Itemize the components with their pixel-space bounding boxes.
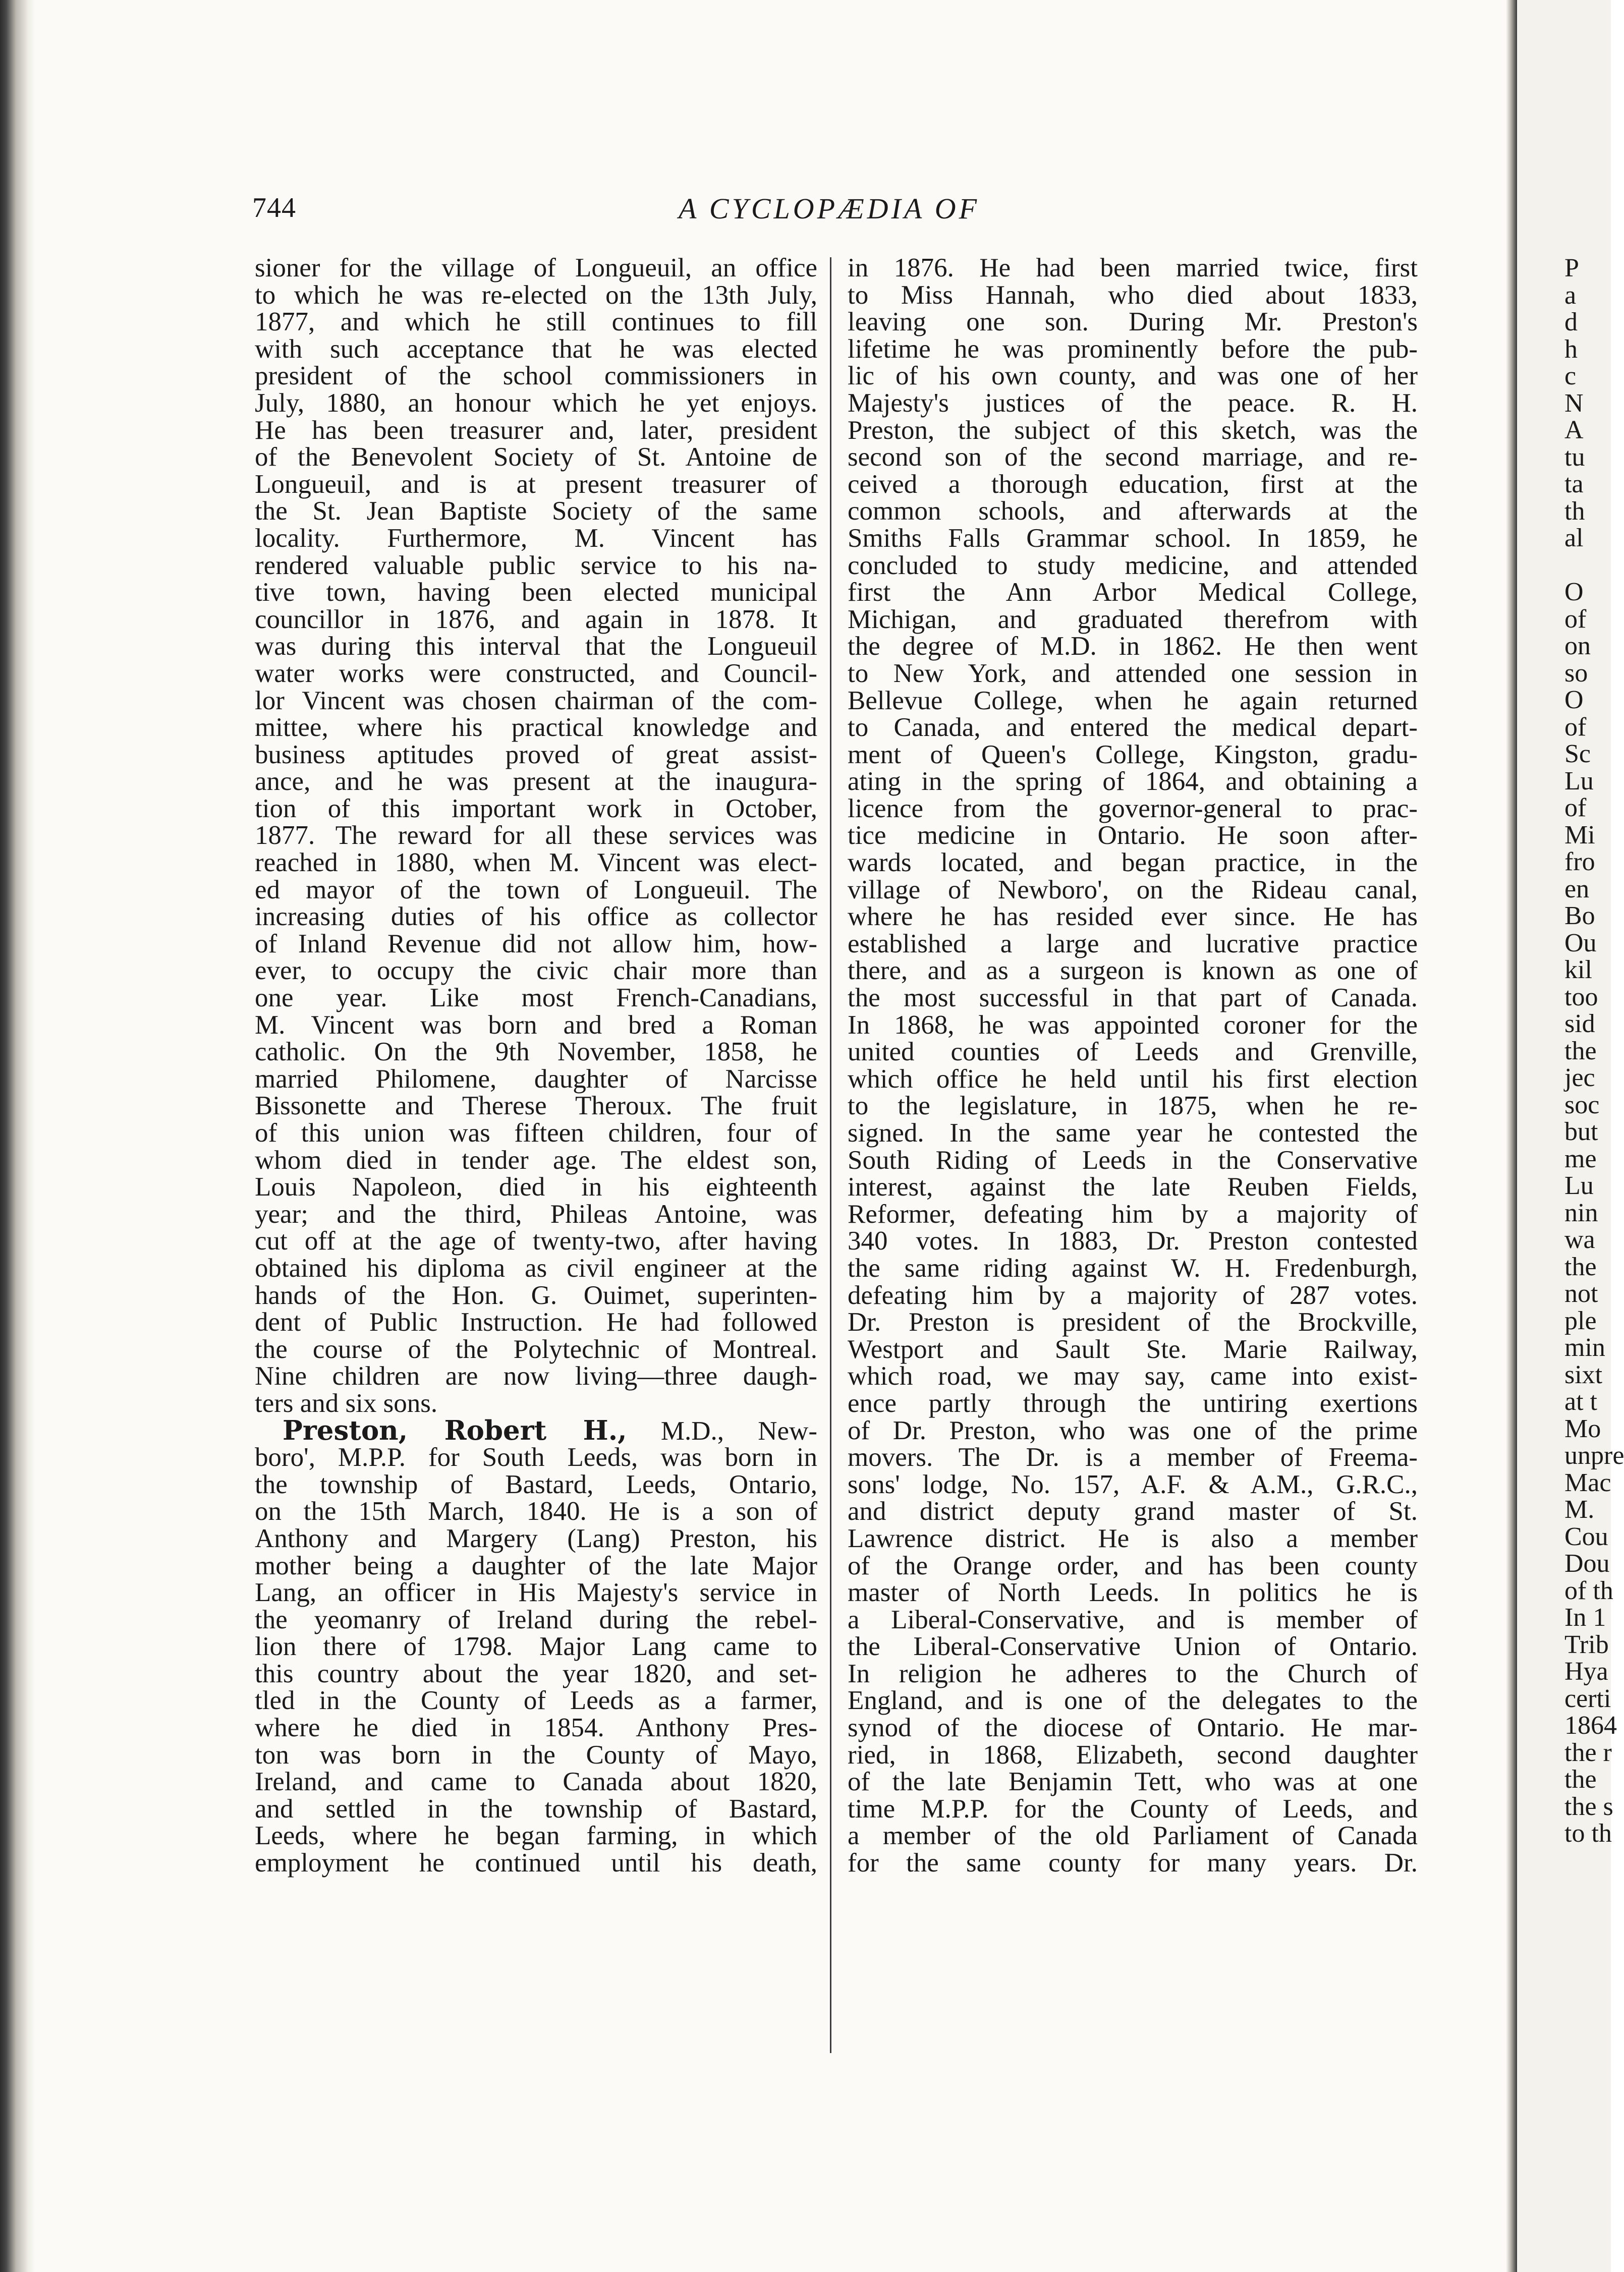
text-line: to the legislature, in 1875, when he re-: [848, 1091, 1418, 1121]
text-line: councillor in 1876, and again in 1878. It: [255, 604, 817, 634]
text-line: village of Newboro', on the Rideau canal,: [848, 875, 1418, 904]
text-line: hands of the Hon. G. Ouimet, superinten-: [255, 1280, 817, 1310]
text-line: where he died in 1854. Anthony Pres-: [255, 1713, 817, 1743]
facing-text-fragment: of: [1564, 604, 1587, 634]
text-line: the township of Bastard, Leeds, Ontario,: [255, 1469, 817, 1499]
text-line: obtained his diploma as civil engineer at the: [255, 1253, 817, 1283]
text-line: water works were constructed, and Council-: [255, 658, 817, 688]
facing-text-fragment: [1564, 552, 1611, 579]
text-line: sons' lodge, No. 157, A.F. & A.M., G.R.C.,: [848, 1469, 1418, 1499]
facing-text-fragment: tu: [1564, 442, 1585, 472]
text-line: 340 votes. In 1883, Dr. Preston contested: [848, 1226, 1418, 1256]
facing-text-fragment: jec: [1564, 1063, 1595, 1092]
text-line: 1877, and which he still continues to fill: [255, 307, 817, 337]
facing-text-fragment: Trib: [1564, 1630, 1609, 1659]
facing-text-fragment: P: [1564, 254, 1579, 282]
text-line: ance, and he was present at the inaugura-: [255, 767, 817, 797]
text-line: tive town, having been elected municipal: [255, 578, 817, 607]
facing-text-fragment: certi: [1564, 1684, 1611, 1713]
text-line: lor Vincent was chosen chairman of the com-: [255, 686, 817, 715]
facing-text-fragment: A: [1564, 416, 1584, 444]
text-line: employment he continued until his death,: [255, 1848, 817, 1878]
text-line: year; and the third, Phileas Antoine, was: [255, 1199, 817, 1229]
text-line: locality. Furthermore, M. Vincent has: [255, 523, 817, 553]
facing-text-fragment: but: [1564, 1117, 1598, 1146]
facing-text-fragment: nin: [1564, 1198, 1598, 1227]
facing-text-fragment: of: [1564, 712, 1587, 742]
facing-text-fragment: sixt: [1564, 1360, 1603, 1389]
text-line: sioner for the village of Longueuil, an office: [255, 253, 817, 282]
facing-text-fragment: so: [1564, 658, 1588, 688]
text-line: Longueuil, and is at present treasurer of: [255, 469, 817, 499]
facing-text-fragment: Cou: [1564, 1522, 1608, 1551]
facing-text-fragment: on: [1564, 632, 1591, 660]
text-line: movers. The Dr. is a member of Freema-: [848, 1443, 1418, 1472]
text-line: ed mayor of the town of Longueuil. The: [255, 875, 817, 904]
entry-heading-line: [255, 1414, 817, 1446]
text-line: Westport and Sault Ste. Marie Railway,: [848, 1334, 1418, 1364]
text-line: ton was born in the County of Mayo,: [255, 1740, 817, 1770]
text-line: leaving one son. During Mr. Preston's: [848, 307, 1418, 337]
text-line: interest, against the late Reuben Fields,: [848, 1172, 1418, 1202]
facing-text-fragment: Mi: [1564, 820, 1595, 849]
facing-text-fragment: Dou: [1564, 1549, 1610, 1578]
facing-text-fragment: O: [1564, 578, 1584, 606]
text-line: Dr. Preston is president of the Brockville,: [848, 1308, 1418, 1337]
text-line: to Canada, and entered the medical depart-: [848, 713, 1418, 743]
text-line: the course of the Polytechnic of Montreal.: [255, 1334, 817, 1364]
text-line: mittee, where his practical knowledge and: [255, 713, 817, 743]
text-line: July, 1880, an honour which he yet enjoys.: [255, 388, 817, 418]
text-line: increasing duties of his office as collector: [255, 902, 817, 932]
facing-text-fragment: al: [1564, 524, 1584, 552]
facing-text-fragment: too: [1564, 982, 1598, 1011]
text-line: in 1876. He had been married twice, first: [848, 253, 1418, 282]
right-column: [848, 255, 1418, 1877]
text-line: tion of this important work in October,: [255, 793, 817, 823]
text-line: the St. Jean Baptiste Society of the same: [255, 496, 817, 526]
text-line: ence partly through the untiring exertions: [848, 1388, 1418, 1418]
facing-text-fragment: d: [1564, 308, 1578, 336]
text-line: time M.P.P. for the County of Leeds, and: [848, 1794, 1418, 1824]
text-line: M. Vincent was born and bred a Roman: [255, 1010, 817, 1040]
text-line: the degree of M.D. in 1862. He then went: [848, 632, 1418, 661]
facing-text-fragment: Bo: [1564, 901, 1595, 930]
text-line: the same riding against W. H. Fredenburgh,: [848, 1253, 1418, 1283]
text-line: of the Orange order, and has been county: [848, 1551, 1418, 1580]
text-line: master of North Leeds. In politics he is: [848, 1578, 1418, 1608]
text-line: reached in 1880, when M. Vincent was elect-: [255, 848, 817, 878]
facing-text-fragment: O: [1564, 686, 1584, 714]
text-line: where he has resided ever since. He has: [848, 902, 1418, 932]
facing-text-fragment: the s: [1564, 1792, 1613, 1821]
text-line: He has been treasurer and, later, president: [255, 415, 817, 445]
facing-text-fragment: to th: [1564, 1819, 1612, 1848]
text-line: and district deputy grand master of St.: [848, 1497, 1418, 1526]
facing-text-fragment: Mac: [1564, 1468, 1611, 1497]
facing-page-edge: [1517, 0, 1624, 2272]
facing-text-fragment: the r: [1564, 1738, 1612, 1767]
facing-text-fragment: of: [1564, 793, 1587, 822]
text-line: a member of the old Parliament of Canada: [848, 1821, 1418, 1851]
text-line: concluded to study medicine, and attended: [848, 550, 1418, 580]
facing-text-fragment: at t: [1564, 1387, 1597, 1416]
text-line: to which he was re-elected on the 13th July,: [255, 280, 817, 310]
text-line: president of the school commissioners in: [255, 361, 817, 391]
text-line: dent of Public Instruction. He had followed: [255, 1308, 817, 1337]
text-line: ceived a thorough education, first at the: [848, 469, 1418, 499]
text-line: for the same county for many years. Dr.: [848, 1848, 1418, 1878]
column-divider: [830, 257, 831, 2053]
text-line: cut off at the age of twenty-two, after having: [255, 1226, 817, 1256]
left-column: [255, 255, 817, 1877]
facing-text-fragment: ta: [1564, 470, 1584, 498]
text-line: Preston, the subject of this sketch, was the: [848, 415, 1418, 445]
facing-text-fragment: min: [1564, 1333, 1605, 1362]
page-number: 744: [252, 192, 296, 223]
text-line: ating in the spring of 1864, and obtaining a: [848, 767, 1418, 797]
text-line: to Miss Hannah, who died about 1833,: [848, 280, 1418, 310]
text-line: licence from the governor-general to prac-: [848, 793, 1418, 823]
text-line: which office he held until his first election: [848, 1064, 1418, 1094]
text-line: of the Benevolent Society of St. Antoine de: [255, 442, 817, 472]
facing-text-fragment: Sc: [1564, 740, 1591, 768]
text-line: In religion he adheres to the Church of: [848, 1659, 1418, 1688]
text-line: synod of the diocese of Ontario. He mar-: [848, 1713, 1418, 1743]
text-line: ried, in 1868, Elizabeth, second daughter: [848, 1740, 1418, 1770]
facing-text-fragment: sid: [1564, 1009, 1595, 1038]
text-line: married Philomene, daughter of Narcisse: [255, 1064, 817, 1094]
text-line: lion there of 1798. Major Lang came to: [255, 1632, 817, 1662]
facing-page-text: [1564, 254, 1624, 1848]
facing-text-fragment: soc: [1564, 1090, 1600, 1119]
text-line: was during this interval that the Longueuil: [255, 632, 817, 661]
text-line: ever, to occupy the civic chair more than: [255, 956, 817, 986]
text-line: Louis Napoleon, died in his eighteenth: [255, 1172, 817, 1202]
text-line: Lang, an officer in His Majesty's service in: [255, 1578, 817, 1608]
text-line: lifetime he was prominently before the pub-: [848, 334, 1418, 364]
text-line: common schools, and afterwards at the: [848, 496, 1418, 526]
text-line: mother being a daughter of the late Major: [255, 1551, 817, 1580]
facing-text-fragment: c: [1564, 362, 1577, 390]
facing-text-fragment: Lu: [1564, 766, 1594, 796]
text-line: tice medicine in Ontario. He soon after-: [848, 821, 1418, 850]
text-line: ment of Queen's College, Kingston, gradu-: [848, 740, 1418, 769]
text-line: whom died in tender age. The eldest son,: [255, 1145, 817, 1175]
text-line: a Liberal-Conservative, and is member of: [848, 1605, 1418, 1634]
text-line: business aptitudes proved of great assist-: [255, 740, 817, 769]
text-line: South Riding of Leeds in the Conservative: [848, 1145, 1418, 1175]
text-line: lic of his own county, and was one of her: [848, 361, 1418, 391]
facing-text-fragment: Ou: [1564, 928, 1597, 957]
text-line: ters and six sons.: [255, 1388, 438, 1418]
facing-text-fragment: Hya: [1564, 1657, 1608, 1686]
facing-text-fragment: h: [1564, 334, 1578, 364]
text-line: wards located, and began practice, in the: [848, 848, 1418, 878]
text-line: which road, we may say, came into exist-: [848, 1361, 1418, 1391]
text-line: to New York, and attended one session in: [848, 658, 1418, 688]
entry-name: Preston, Robert H.,: [283, 1414, 627, 1446]
text-line: second son of the second marriage, and re-: [848, 442, 1418, 472]
text-line: Smiths Falls Grammar school. In 1859, he: [848, 523, 1418, 553]
facing-text-fragment: me: [1564, 1144, 1597, 1173]
text-line: Michigan, and graduated therefrom with: [848, 604, 1418, 634]
text-line: catholic. On the 9th November, 1858, he: [255, 1037, 817, 1067]
text-line: defeating him by a majority of 287 votes.: [848, 1280, 1418, 1310]
book-binding-edge: [0, 0, 35, 2272]
text-line: with such acceptance that he was elected: [255, 334, 817, 364]
text-line: Bellevue College, when he again returned: [848, 686, 1418, 715]
text-line: boro', M.P.P. for South Leeds, was born in: [255, 1443, 817, 1472]
text-line: there, and as a surgeon is known as one of: [848, 956, 1418, 986]
facing-text-fragment: of th: [1564, 1576, 1613, 1605]
text-line: on the 15th March, 1840. He is a son of: [255, 1497, 817, 1526]
facing-text-fragment: M.: [1564, 1495, 1595, 1524]
facing-text-fragment: th: [1564, 496, 1585, 526]
text-line: and settled in the township of Bastard,: [255, 1794, 817, 1824]
text-line: Ireland, and came to Canada about 1820,: [255, 1767, 817, 1797]
text-line: the yeomanry of Ireland during the rebel-: [255, 1605, 817, 1634]
running-head: A CYCLOPÆDIA OF: [679, 192, 980, 225]
text-line: In 1868, he was appointed coroner for the: [848, 1010, 1418, 1040]
text-line: the most successful in that part of Canada.: [848, 983, 1418, 1013]
facing-text-fragment: en: [1564, 874, 1590, 903]
text-line: signed. In the same year he contested the: [848, 1118, 1418, 1148]
text-line: of Inland Revenue did not allow him, how-: [255, 929, 817, 958]
text-line: of the late Benjamin Tett, who was at one: [848, 1767, 1418, 1797]
facing-text-fragment: ple: [1564, 1306, 1597, 1335]
facing-text-fragment: kil: [1564, 955, 1592, 984]
text-line: first the Ann Arbor Medical College,: [848, 578, 1418, 607]
text-line: rendered valuable public service to his na-: [255, 550, 817, 580]
text-line: one year. Like most French-Canadians,: [255, 983, 817, 1013]
facing-text-fragment: fro: [1564, 847, 1595, 876]
text-line: established a large and lucrative practice: [848, 929, 1418, 958]
text-line: Reformer, defeating him by a majority of: [848, 1199, 1418, 1229]
text-line: united counties of Leeds and Grenville,: [848, 1037, 1418, 1067]
text-line: Bissonette and Therese Theroux. The fruit: [255, 1091, 817, 1121]
text-line: 1877. The reward for all these services was: [255, 821, 817, 850]
facing-text-fragment: the: [1564, 1252, 1597, 1281]
facing-text-fragment: Mo: [1564, 1414, 1601, 1443]
page-gutter-shadow: [1506, 0, 1517, 2272]
text-line: Anthony and Margery (Lang) Preston, his: [255, 1523, 817, 1553]
text-line: Lawrence district. He is also a member: [848, 1523, 1418, 1553]
facing-text-fragment: N: [1564, 388, 1584, 418]
facing-text-fragment: unpre: [1564, 1441, 1624, 1470]
text-line: Nine children are now living—three daugh-: [255, 1361, 817, 1391]
entry-heading-rest: M.D., New-: [627, 1416, 817, 1446]
text-line: of this union was fifteen children, four of: [255, 1118, 817, 1148]
facing-text-fragment: In 1: [1564, 1603, 1606, 1632]
text-line: tled in the County of Leeds as a farmer,: [255, 1686, 817, 1716]
text-line: the Liberal-Conservative Union of Ontario.: [848, 1632, 1418, 1662]
facing-text-fragment: 1864: [1564, 1711, 1617, 1740]
facing-text-fragment: wa: [1564, 1225, 1595, 1254]
facing-text-fragment: a: [1564, 280, 1577, 310]
page-header: [252, 192, 1428, 232]
facing-text-fragment: not: [1564, 1279, 1598, 1308]
text-line: England, and is one of the delegates to the: [848, 1686, 1418, 1716]
text-line: Leeds, where he began farming, in which: [255, 1821, 817, 1851]
text-line: of Dr. Preston, who was one of the prime: [848, 1415, 1418, 1445]
text-line: this country about the year 1820, and set-: [255, 1659, 817, 1688]
facing-text-fragment: Lu: [1564, 1171, 1594, 1200]
facing-text-fragment: the: [1564, 1036, 1597, 1065]
text-line: Majesty's justices of the peace. R. H.: [848, 388, 1418, 418]
facing-text-fragment: the: [1564, 1765, 1597, 1794]
